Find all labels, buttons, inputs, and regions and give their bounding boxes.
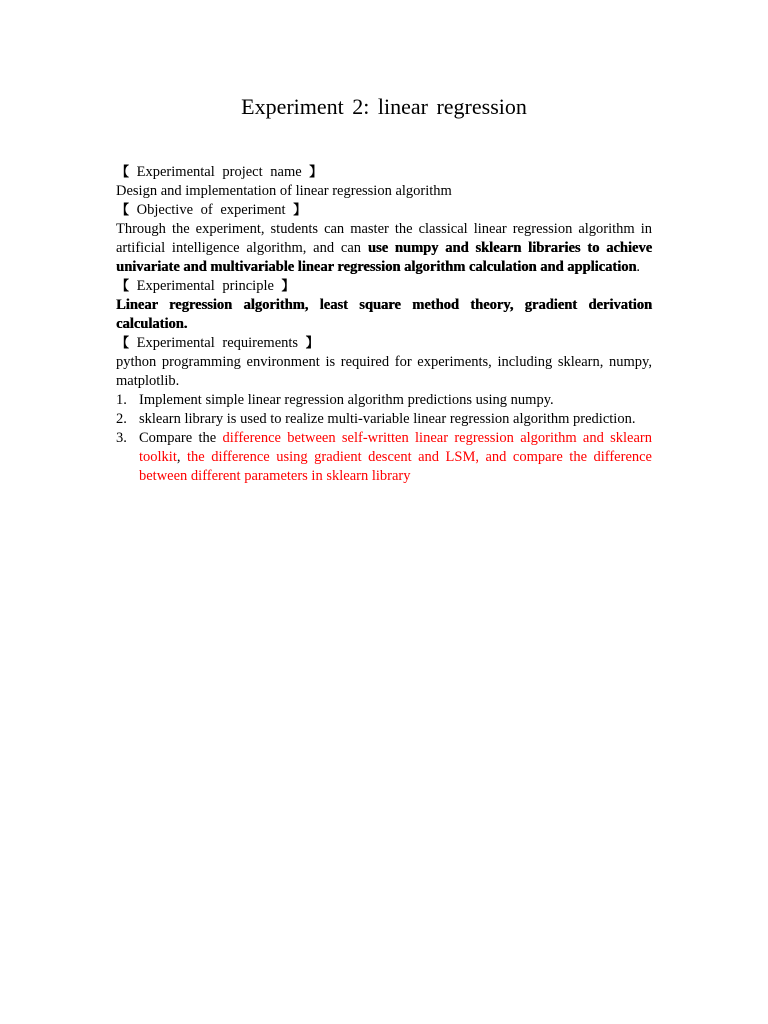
principle-text: Linear regression algorithm, least square method theory, gradient derivation calculation.: [116, 297, 652, 332]
list-item-separator: ,: [176, 449, 181, 465]
list-item: [116, 410, 652, 429]
list-item: [116, 429, 652, 486]
heading-text: Experimental principle: [136, 278, 274, 294]
document-title: Experiment 2: linear regression: [241, 94, 527, 119]
objective-plain: Through the experiment, students can master the classical linear regression algorithm in artificial intelligence algorithm, and can: [116, 221, 652, 256]
open-bracket: 【: [116, 336, 130, 351]
open-bracket: 【: [116, 203, 130, 218]
list-item: [116, 391, 652, 410]
list-item-number: 2.: [116, 411, 127, 427]
close-bracket: 】: [309, 165, 323, 180]
objective-text: [116, 220, 652, 277]
list-item-text: Implement simple linear regression algorithm predictions using numpy.: [139, 392, 554, 408]
section-heading-principle: [116, 277, 652, 296]
objective-end: .: [636, 259, 641, 275]
heading-text: Objective of experiment: [136, 202, 286, 218]
open-bracket: 【: [116, 279, 130, 294]
list-item-number: 3.: [116, 430, 127, 446]
open-bracket: 【: [116, 165, 130, 180]
requirements-intro: python programming environment is required for experiments, including sklearn, numpy, matplotlib.: [116, 354, 652, 389]
list-item-text: sklearn library is used to realize multi-variable linear regression algorithm prediction.: [139, 411, 636, 427]
list-item-text-plain: Compare the: [139, 430, 217, 446]
close-bracket: 】: [305, 336, 319, 351]
list-item-number: 1.: [116, 392, 127, 408]
close-bracket: 】: [281, 279, 295, 294]
objective-bold: use numpy and sklearn libraries to achieve univariate and multivariable linear regression algorithm calculation and application: [116, 240, 653, 275]
section-heading-requirements: [116, 334, 652, 353]
project-name-text: Design and implementation of linear regression algorithm: [116, 183, 452, 199]
requirements-list: [116, 391, 652, 486]
heading-text: Experimental requirements: [136, 335, 299, 351]
section-heading-project-name: [116, 163, 652, 182]
list-item-text-red-2: the difference using gradient descent and LSM, and compare the difference between different parameters in sklearn library: [139, 449, 652, 484]
close-bracket: 】: [293, 203, 307, 218]
document-body: [116, 163, 652, 486]
section-heading-objective: [116, 201, 652, 220]
list-item-text-red-1: difference between self-written linear regression algorithm and sklearn toolkit: [139, 430, 652, 465]
heading-text: Experimental project name: [136, 164, 302, 180]
